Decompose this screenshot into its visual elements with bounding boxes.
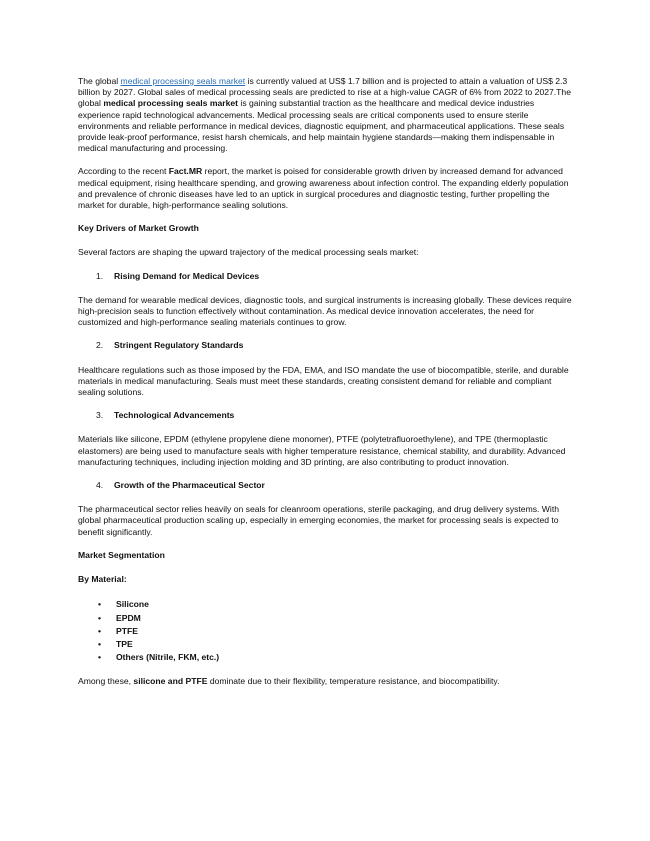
bullet-icon: • [98, 612, 102, 623]
bullet-icon: • [98, 652, 102, 663]
bullet-icon: • [98, 599, 102, 610]
driver-2-body: Healthcare regulations such as those imposed by the FDA, EMA, and ISO mandate the use of biocompatible, sterile, and durable materials in medical manufacturing. Seals must meet these standards, creating consistent demand for reliable and compliant sealing solutions. [78, 364, 569, 398]
by-material-subheading: By Material: [78, 574, 127, 585]
driver-4-number: 4. [96, 480, 104, 491]
factmr-text-1: According to the recent [78, 166, 169, 177]
list-item [98, 651, 572, 664]
driver-3-body: Materials like silicone, EPDM (ethylene propylene diene monomer), PTFE (polytetrafluoroethylene), and TPE (thermoplastic elastomers) are being used to manufacture seals with higher temperature resistance, chemical stability, and durability. Advanced manufacturing techniques, including injection molding and 3D printing, are also contributing to product innovation. [78, 434, 566, 467]
driver-3-title: Technological Advancements [114, 410, 235, 421]
driver-2-title: Stringent Regulatory Standards [114, 340, 244, 351]
closing-text-2: dominate due to their flexibility, temperature resistance, and biocompatibility. [207, 676, 500, 687]
driver-3-title-row [96, 410, 572, 421]
list-item [98, 598, 572, 611]
driver-4-body: The pharmaceutical sector relies heavily on seals for cleanroom operations, sterile packaging, and drug delivery systems. With global pharmaceutical production scaling up, especially in emerging economies, the market for processing seals is expected to benefit significantly. [78, 504, 559, 537]
factmr-paragraph [78, 166, 572, 211]
driver-4-title: Growth of the Pharmaceutical Sector [114, 480, 265, 491]
driver-2-title-row [96, 340, 572, 351]
material-label: Others (Nitrile, FKM, etc.) [116, 652, 220, 663]
material-label: EPDM [116, 612, 141, 623]
material-label: PTFE [116, 625, 138, 636]
driver-1-title: Rising Demand for Medical Devices [114, 270, 260, 281]
driver-1-title-row [96, 271, 572, 282]
driver-1-number: 1. [96, 270, 104, 281]
drivers-heading: Key Drivers of Market Growth [78, 223, 199, 234]
factmr-bold: Fact.MR [168, 166, 203, 177]
bullet-icon: • [98, 638, 102, 649]
material-list [78, 598, 572, 664]
driver-4-title-row [96, 480, 572, 491]
list-item [98, 638, 572, 651]
closing-bold: silicone and PTFE [133, 676, 208, 687]
driver-2-number: 2. [96, 340, 104, 351]
intro-text-3: is gaining substantial traction as the healthcare and medical device industries experience rapid technological advancements. Medical processing seals are critical components used to ensure sterile environments and reliable performance in medical devices, diagnostic equipment, and pharmaceutical applications. These seals provide leak-proof performance, resist harsh chemicals, and help maintain hygiene standards—making them indispensable in medical manufacturing and processing. [78, 98, 565, 154]
drivers-intro: Several factors are shaping the upward trajectory of the medical processing seals market: [78, 247, 419, 258]
market-link[interactable]: medical processing seals market [120, 76, 246, 86]
driver-3-number: 3. [96, 410, 104, 421]
material-label: Silicone [116, 599, 149, 610]
segmentation-closing [78, 676, 572, 687]
segmentation-heading: Market Segmentation [78, 549, 165, 560]
list-item [98, 625, 572, 638]
intro-bold-phrase: medical processing seals market [103, 98, 239, 109]
intro-text-2: is currently valued at US$ 1.7 billion and is projected to attain a valuation of US$ 2.3 billion by 2027. Global sales of medical processing seals are predicted to rise at a high-value CAGR of 6% from 2022 to 2027.The global [78, 76, 571, 109]
closing-text-1: Among these, [78, 676, 134, 687]
intro-paragraph [78, 76, 572, 154]
intro-text-1: The global [78, 76, 121, 86]
driver-1-body: The demand for wearable medical devices, diagnostic tools, and surgical instruments is increasing globally. These devices require high-precision seals to function effectively without contamination. As medical device innovation accelerates, the need for customized and high-performance sealing materials continues to grow. [78, 294, 572, 328]
bullet-icon: • [98, 625, 102, 636]
list-item [98, 612, 572, 625]
factmr-text-2: report, the market is poised for considerable growth driven by increased demand for advanced medical equipment, rising healthcare spending, and growing awareness about infection control. The expanding elderly population and prevalence of chronic diseases have led to an uptick in surgical procedures and diagnostic testing, further propelling the market for durable, high-performance sealing solutions. [78, 166, 569, 211]
material-label: TPE [116, 638, 133, 649]
